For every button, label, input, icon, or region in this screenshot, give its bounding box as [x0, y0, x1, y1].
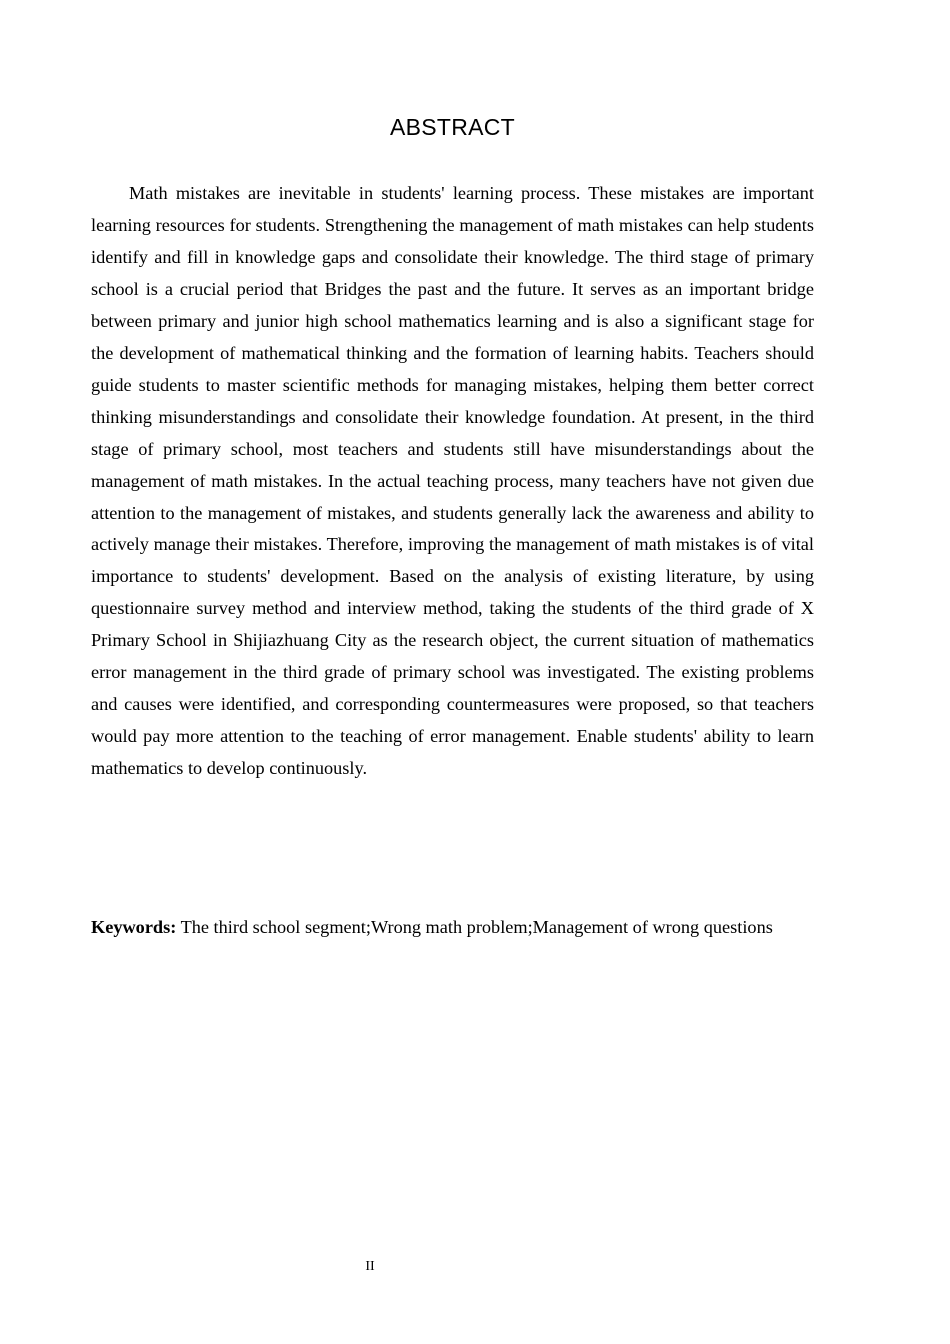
abstract-title: ABSTRACT [389, 114, 516, 140]
keywords-text: The third school segment;Wrong math problem;Management of wrong questions [180, 917, 773, 937]
keywords-label: Keywords: [91, 917, 177, 937]
page-number: II [365, 1259, 375, 1274]
abstract-body: Math mistakes are inevitable in students' learning process. These mistakes are important learning resources for students. Strengthening the management of math mistakes can help students identify and fill in knowledge gaps and consolidate their knowledge. The third stage of primary school is a crucial period that Bridges the past and the future. It serves as an important bridge between primary and junior high school mathematics learning and is also a significant stage for the development of mathematical thinking and the formation of learning habits. Teachers should guide students to master scientific methods for managing mistakes, helping them better correct thinking misunderstandings and consolidate their knowledge foundation. At present, in the third stage of primary school, most teachers and students still have misunderstandings about the management of math mistakes. In the actual teaching process, many teachers have not given due attention to the management of mistakes, and students generally lack the awareness and ability to actively manage their mistakes. Therefore, improving the management of math mistakes is of vital importance to students' development. Based on the analysis of existing literature, by using questionnaire survey method and interview method, taking the students of the third grade of X Primary School in Shijiazhuang City as the research object, the current situation of mathematics error management in the third grade of primary school was investigated. The existing problems and causes were identified, and corresponding countermeasures were proposed, so that teachers would pay more attention to the teaching of error management. Enable students' ability to learn mathematics to develop continuously. [91, 183, 814, 779]
keywords-paragraph [91, 912, 814, 944]
